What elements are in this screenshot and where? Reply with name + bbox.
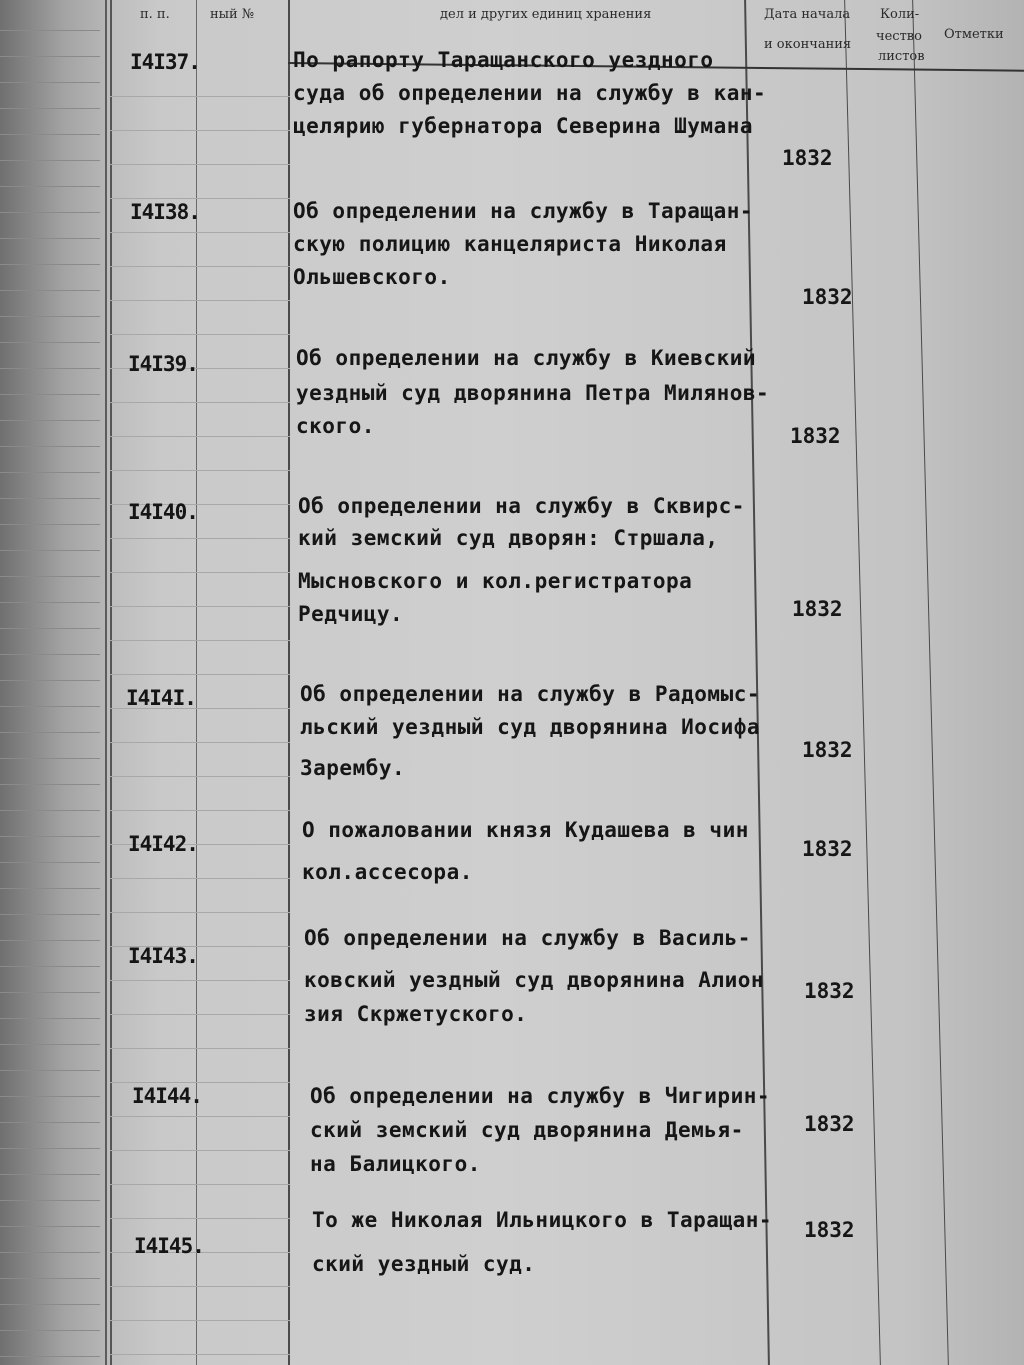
previous-page-rule (0, 212, 100, 213)
entry-line: ский земский суд дворянина Демья- (310, 1118, 744, 1142)
entry-number: I4I42. (128, 832, 198, 856)
ruled-line (110, 334, 290, 335)
entry-line: ский уездный суд. (312, 1252, 536, 1276)
previous-page-rule (0, 810, 100, 811)
entry-line: Ольшевского. (293, 265, 451, 289)
entry-line: целярию губернатора Северина Шумана (293, 114, 754, 138)
previous-page-rule (0, 732, 100, 733)
previous-page-rule (0, 446, 100, 447)
previous-page-rule (0, 1356, 100, 1357)
previous-page-rule (0, 134, 100, 135)
ruled-line (110, 912, 290, 913)
entry-year: 1832 (782, 146, 833, 170)
previous-page-rule (0, 576, 100, 577)
previous-page-rule (0, 1200, 100, 1201)
header-col-sheets-2: чество (876, 29, 922, 44)
entry-line: скую полицию канцеляриста Николая (293, 232, 727, 256)
entry-line: кол.ассесора. (302, 860, 473, 884)
entry-year: 1832 (804, 1112, 855, 1136)
entry-year: 1832 (802, 738, 853, 762)
previous-page-rule (0, 498, 100, 499)
ruled-line (110, 1286, 290, 1287)
entry-number: I4I45. (134, 1234, 204, 1258)
ruled-line (110, 606, 290, 607)
ruled-line (110, 1014, 290, 1015)
ruled-line (110, 1116, 290, 1117)
entry-number: I4I40. (128, 500, 198, 524)
entry-line: Редчицу. (298, 602, 404, 626)
previous-page-rule (0, 264, 100, 265)
previous-page-rule (0, 108, 100, 109)
previous-page-rule (0, 914, 100, 915)
header-col-inventory: ный № (210, 7, 255, 22)
entry-year: 1832 (804, 1218, 855, 1242)
ruled-line (110, 130, 290, 131)
entry-year: 1832 (804, 979, 855, 1003)
ruled-line (110, 436, 290, 437)
previous-page-rule (0, 654, 100, 655)
entry-line: По рапорту Таращанского уездного (293, 48, 714, 72)
ruled-line (110, 776, 290, 777)
previous-page-edge (0, 0, 107, 1365)
previous-page-rule (0, 1044, 100, 1045)
previous-page-rule (0, 1174, 100, 1175)
entry-line: Об определении на службу в Киевский (296, 346, 757, 370)
entry-line: уездный суд дворянина Петра Милянов- (296, 381, 770, 405)
entry-number: I4I37. (130, 50, 200, 74)
previous-page-rule (0, 316, 100, 317)
ruled-line (110, 1354, 290, 1355)
previous-page-rule (0, 862, 100, 863)
previous-page-rule (0, 160, 100, 161)
entry-line: Об определении на службу в Сквирс- (298, 494, 745, 518)
column-divider-inventory (288, 0, 290, 1365)
previous-page-rule (0, 472, 100, 473)
previous-page-rule (0, 1278, 100, 1279)
ruled-line (110, 878, 290, 879)
previous-page-rule (0, 1148, 100, 1149)
entry-line: Об определении на службу в Радомыс- (300, 682, 761, 706)
column-divider-sheets (912, 0, 949, 1365)
header-col-dates-1: Дата начала (764, 7, 851, 22)
entry-line: кий земский суд дворян: Стршала, (298, 526, 719, 550)
entry-number: I4I39. (128, 352, 198, 376)
entry-line: То же Николая Ильницкого в Таращан- (312, 1208, 773, 1232)
header-col-sheets-3: листов (878, 49, 925, 64)
ruled-line (110, 1048, 290, 1049)
previous-page-rule (0, 1018, 100, 1019)
entry-line: Об определении на службу в Чигирин- (310, 1084, 771, 1108)
entry-line: Об определении на службу в Василь- (304, 926, 751, 950)
ruled-line (110, 810, 290, 811)
entry-line: ковский уездный суд дворянина Алион (304, 968, 765, 992)
previous-page-rule (0, 1096, 100, 1097)
entry-number: I4I38. (130, 200, 200, 224)
ruled-line (110, 742, 290, 743)
entry-line: льский уездный суд дворянина Иосифа (300, 715, 761, 739)
ruled-line (110, 572, 290, 573)
ruled-line (110, 980, 290, 981)
header-col-dates-2: и окончания (764, 37, 852, 52)
previous-page-rule (0, 706, 100, 707)
ruled-line (110, 470, 290, 471)
ruled-line (110, 1082, 290, 1083)
entry-line: О пожаловании князя Кудашева в чин (302, 818, 749, 842)
entry-number: I4I4I. (126, 686, 196, 710)
entry-number: I4I44. (132, 1084, 202, 1108)
previous-page-rule (0, 420, 100, 421)
previous-page-rule (0, 342, 100, 343)
previous-page-rule (0, 602, 100, 603)
previous-page-rule (0, 966, 100, 967)
previous-page-rule (0, 238, 100, 239)
ruled-line (110, 164, 290, 165)
ruled-line (110, 266, 290, 267)
left-margin-line (110, 0, 112, 1365)
ruled-line (110, 1150, 290, 1151)
previous-page-rule (0, 888, 100, 889)
previous-page-rule (0, 628, 100, 629)
ruled-line (110, 1184, 290, 1185)
previous-page-rule (0, 1330, 100, 1331)
previous-page-rule (0, 1304, 100, 1305)
previous-page-rule (0, 1070, 100, 1071)
entry-year: 1832 (802, 285, 853, 309)
previous-page-rule (0, 836, 100, 837)
ruled-line (110, 538, 290, 539)
previous-page-rule (0, 394, 100, 395)
header-col-number: п. п. (140, 7, 170, 22)
entry-line: зия Скржетуского. (304, 1002, 528, 1026)
previous-page-rule (0, 1122, 100, 1123)
entry-line: на Балицкого. (310, 1152, 481, 1176)
previous-page-rule (0, 82, 100, 83)
previous-page-rule (0, 368, 100, 369)
previous-page-rule (0, 784, 100, 785)
entry-number: I4I43. (128, 944, 198, 968)
ruled-line (110, 300, 290, 301)
ruled-line (110, 198, 290, 199)
entry-line: Мысновского и кол.регистратора (298, 569, 693, 593)
header-col-sheets-1: Коли- (880, 7, 920, 22)
entry-line: Об определении на службу в Таращан- (293, 199, 754, 223)
entry-line: Зарембу. (300, 756, 406, 780)
header-col-notes: Отметки (944, 27, 1004, 42)
entry-year: 1832 (802, 837, 853, 861)
previous-page-rule (0, 30, 100, 31)
ruled-line (110, 640, 290, 641)
previous-page-rule (0, 186, 100, 187)
ruled-line (110, 1320, 290, 1321)
previous-page-rule (0, 290, 100, 291)
previous-page-rule (0, 524, 100, 525)
ruled-line (110, 402, 290, 403)
entry-year: 1832 (790, 424, 841, 448)
ruled-line (110, 96, 290, 97)
previous-page-rule (0, 940, 100, 941)
header-col-title: дел и других единиц хранения (440, 7, 652, 22)
previous-page-rule (0, 1226, 100, 1227)
ruled-line (110, 674, 290, 675)
previous-page-rule (0, 1252, 100, 1253)
entry-line: ского. (296, 414, 375, 438)
entry-year: 1832 (792, 597, 843, 621)
column-divider-dates (844, 0, 881, 1365)
entry-line: суда об определении на службу в кан- (293, 81, 767, 105)
previous-page-rule (0, 56, 100, 57)
previous-page-rule (0, 992, 100, 993)
ruled-line (110, 232, 290, 233)
previous-page-rule (0, 758, 100, 759)
previous-page-rule (0, 550, 100, 551)
previous-page-rule (0, 680, 100, 681)
ruled-line (110, 1218, 290, 1219)
